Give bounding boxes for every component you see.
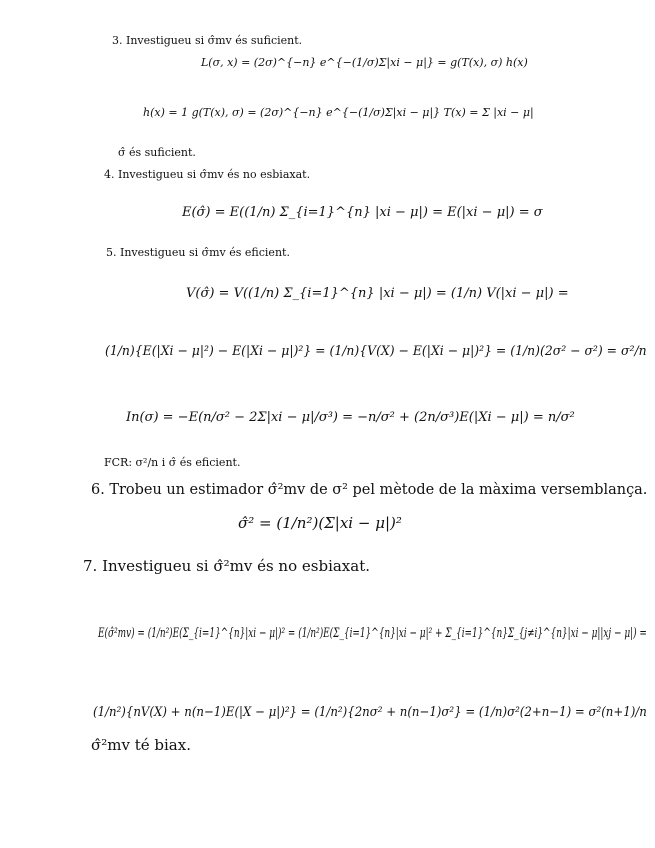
section-5-variance-expansion: (1/n){E(|Xi − μ|²) − E(|Xi − μ|)²} = (1/n){V(X) − E(|Xi − μ|)²} = (1/n)(2σ² − σ²) = σ²/n xyxy=(105,344,647,359)
section-6-heading: 6. Trobeu un estimador σ̂²mv de σ² pel mètode de la màxima versemblança. xyxy=(91,480,648,498)
section-3-conclusion: σ̂ és suficient. xyxy=(118,146,196,159)
section-7-expectation: E(σ̂²mv) = (1/n²)E(Σ_{i=1}^{n}|xi − μ|)² = (1/n²)E(Σ_{i=1}^{n}|xi − μ|² + Σ_{i=1}^{n}Σ_{j≠i}^{n}|xi − μ||xj − μ|) = xyxy=(98,626,647,641)
section-3-heading: 3. Investigueu si σ̂mv és suficient. xyxy=(112,34,303,47)
section-5-conclusion: FCR: σ²/n i σ̂ és eficient. xyxy=(104,456,241,469)
section-7-heading: 7. Investigueu si σ̂²mv és no esbiaxat. xyxy=(83,557,371,575)
section-5-fisher-information: In(σ) = −E(n/σ² − 2Σ|xi − μ|/σ³) = −n/σ² + (2n/σ³)E(|Xi − μ|) = n/σ² xyxy=(126,410,575,425)
section-4-expectation: E(σ̂) = E((1/n) Σ_{i=1}^{n} |xi − μ|) = E(|xi − μ|) = σ xyxy=(182,205,543,220)
section-6-estimator: σ̂² = (1/n²)(Σ|xi − μ|)² xyxy=(238,514,402,532)
section-7-expectation-expansion: (1/n²){nV(X) + n(n−1)E(|X − μ|)²} = (1/n²){2nσ² + n(n−1)σ²} = (1/n)σ²(2+n−1) = σ²(n+1)/n xyxy=(93,705,647,720)
section-4-heading: 4. Investigueu si σ̂mv és no esbiaxat. xyxy=(104,168,311,181)
section-7-conclusion: σ̂²mv té biax. xyxy=(91,736,191,754)
section-3-likelihood: L(σ, x) = (2σ)^{−n} e^{−(1/σ)Σ|xi − μ|} = g(T(x), σ) h(x) xyxy=(201,56,528,69)
section-5-heading: 5. Investigueu si σ̂mv és eficient. xyxy=(106,246,290,259)
section-3-factorization: h(x) = 1 g(T(x), σ) = (2σ)^{−n} e^{−(1/σ)Σ|xi − μ|} T(x) = Σ |xi − μ| xyxy=(143,106,534,119)
section-5-variance: V(σ̂) = V((1/n) Σ_{i=1}^{n} |xi − μ|) = (1/n) V(|xi − μ|) = xyxy=(186,286,569,301)
